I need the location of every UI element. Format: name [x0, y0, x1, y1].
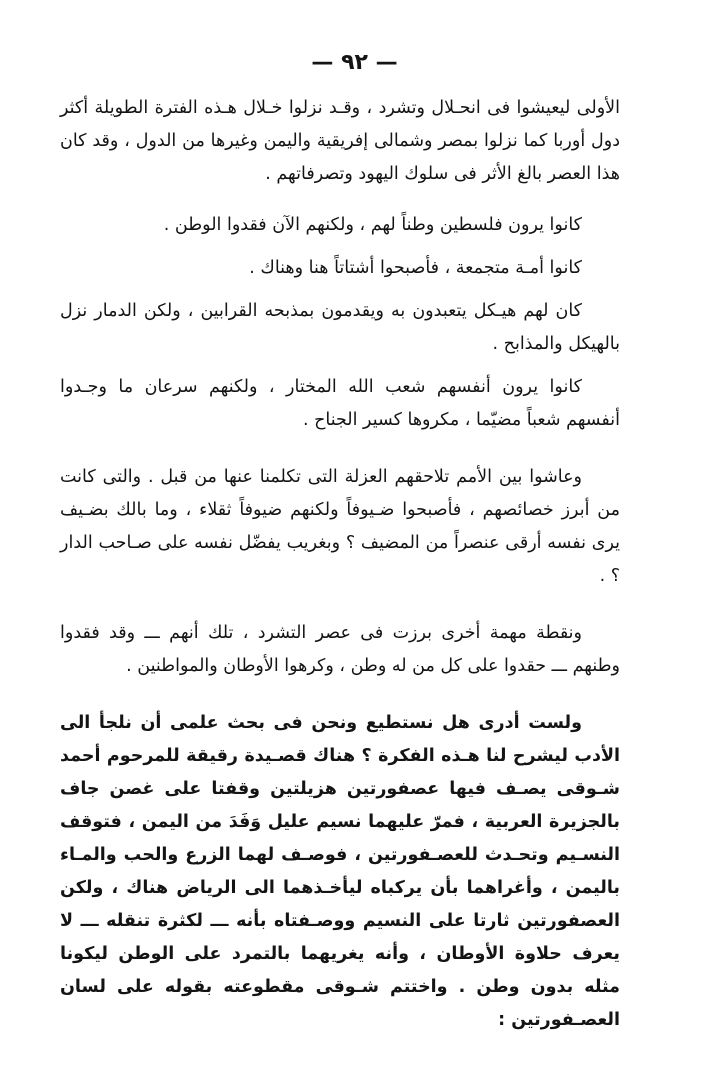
page-number: — ٩٢ —	[311, 50, 398, 75]
body-text	[60, 92, 620, 1037]
paragraph-resentment: ونقطة مهمة أخرى برزت فى عصر التشرد ، تلك أنهم ـــ وقد فقدوا وطنهم ـــ حقدوا على كل من له وطن ، وكرهوا الأوطان والمواطنين .	[60, 623, 620, 676]
paragraph-isolation: وعاشوا بين الأمم تلاحقهم العزلة التى تكلمنا عنها من قبل . والتى كانت من أبرز خصائصهم ، فأصبحوا ضـيوفاً ولكنهم ضيوفاً ثقلاء ، وما بالك بضـيف يرى نفسه أرقى عنصراً من المضيف ؟ وبغريب يفضّل نفسه على صـاحب الدار ؟ .	[60, 467, 620, 586]
paragraph-exile-intro: الأولى ليعيشوا فى انحـلال وتشرد ، وقـد نزلوا خـلال هـذه الفترة الطويلة أكثر دول أوربا كما نزلوا بمصر وشمالى إفريقية واليمن وغيرها من الدول ، وقد كان هذا العصر بالغ الأثر فى سلوك اليهود وتصرفاتهم .	[60, 98, 620, 184]
paragraph-temple: كان لهم هيـكل يتعبدون به ويقدمون بمذبحه القرابين ، ولكن الدمار نزل بالهيكل والمذابح .	[60, 301, 620, 354]
paragraph-homeland: كانوا يرون فلسطين وطناً لهم ، ولكنهم الآن فقدوا الوطن .	[163, 215, 582, 235]
paragraph-nation: كانوا أمـة متجمعة ، فأصبحوا أشتاتاً هنا وهناك .	[249, 258, 582, 278]
paragraph-chosen-people: كانوا يرون أنفسهم شعب الله المختار ، ولكنهم سرعان ما وجـدوا أنفسهم شعباً مضيّما ، مكروها كسير الجناح .	[60, 377, 620, 430]
paragraph-shawqi-poem: ولست أدرى هل نستطيع ونحن فى بحث علمى أن نلجأ الى الأدب ليشرح لنا هـذه الفكرة ؟ هناك قصـيدة رقيقة للمرحوم أحمد شـوقى يصـف فيها عصفورتين هزيلتين وقفتا على غصن جاف بالجزيرة العربية ، فمرّ عليهما نسيم عليل وَفَدَ من اليمن ، فتوقف النسـيم وتحـدث للعصـفورتين ، فوصـف لهما الزرع والحب والمـاء باليمن ، وأغراهما بأن يركباه ليأخـذهما الى الرياض هناك ، ولكن العصفورتين ثارتا على النسيم ووصـفتاه بأنه ـــ لكثرة تنقله ـــ لا يعرف حلاوة الأوطان ، وأنه يغريهما بالتمرد على الوطن ليكونا مثله بدون وطن . واختتم شـوقى مقطوعته بقوله على لسان العصـفورتين :	[60, 713, 620, 1030]
